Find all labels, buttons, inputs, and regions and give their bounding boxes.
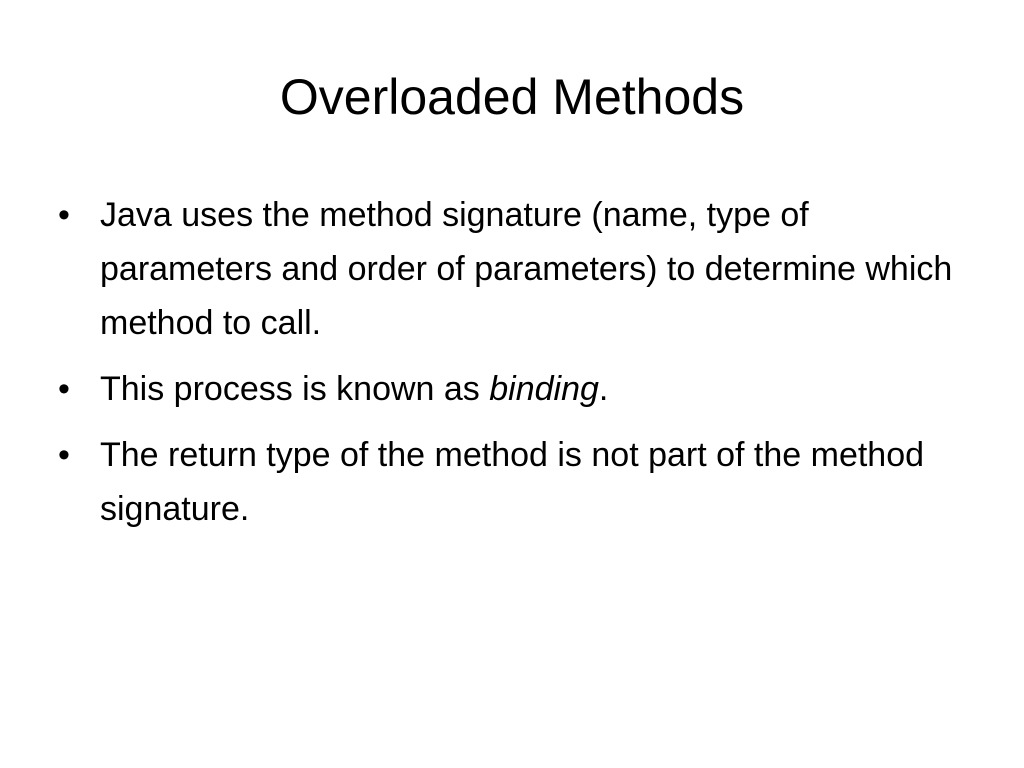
bullet-text-2-emphasis: binding	[489, 370, 599, 408]
bullet-text-2-before: This process is known as	[100, 370, 490, 408]
bullet-text-1: Java uses the method signature (name, type of parameters and order of parameters) to determine which method to call.	[100, 196, 953, 342]
bullet-list	[58, 188, 988, 548]
bullet-item-1	[58, 188, 988, 350]
bullet-icon: •	[58, 196, 70, 234]
bullet-icon: •	[58, 370, 70, 408]
slide-title: Overloaded Methods	[279, 69, 745, 125]
bullet-icon: •	[58, 436, 70, 474]
bullet-text-3: The return type of the method is not part of the method signature.	[100, 436, 925, 528]
bullet-item-2	[58, 362, 988, 416]
bullet-item-3	[58, 428, 988, 536]
bullet-text-2-after: .	[598, 370, 609, 408]
